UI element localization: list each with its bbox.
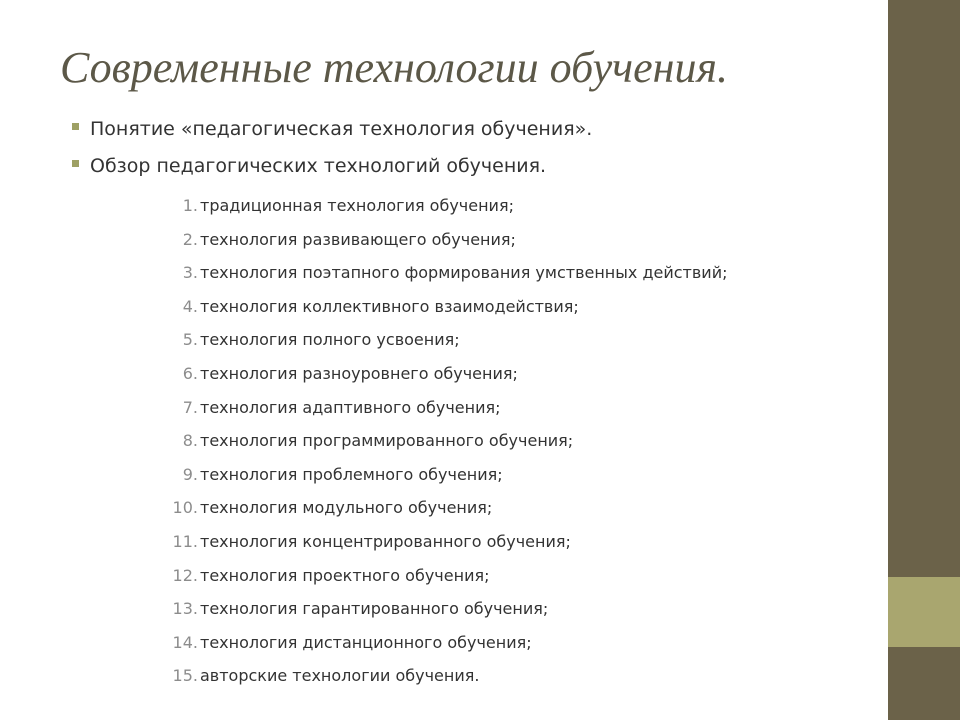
list-item-text: технология поэтапного формирования умственных действий; — [200, 263, 728, 283]
list-item-number: 5. — [182, 330, 198, 350]
list-item-number: 14. — [172, 632, 198, 652]
bullet-text: Обзор педагогических технологий обучения. — [90, 155, 547, 177]
list-item — [150, 326, 727, 360]
list-item-text: технология коллективного взаимодействия; — [200, 296, 579, 316]
list-item-text: технология разноуровнего обучения; — [200, 363, 518, 383]
list-item-number: 6. — [182, 363, 198, 383]
list-item-text: технология гарантированного обучения; — [200, 599, 549, 619]
list-item-text: технология адаптивного обучения; — [200, 397, 501, 417]
list-item-number: 8. — [182, 431, 198, 451]
list-item-text: технология концентрированного обучения; — [200, 531, 571, 551]
list-item-number: 3. — [182, 263, 198, 283]
numbered-list — [150, 192, 727, 696]
slide-title: Современные технологии обучения. — [60, 43, 728, 92]
list-item-text: технология модульного обучения; — [200, 498, 493, 518]
list-item-number: 11. — [172, 531, 198, 551]
list-item-number: 2. — [182, 229, 198, 249]
list-item — [150, 528, 727, 562]
bullet-text: Понятие «педагогическая технология обучения». — [90, 118, 593, 140]
list-item-number: 13. — [172, 599, 198, 619]
list-item-number: 7. — [182, 397, 198, 417]
list-item-number: 9. — [182, 464, 198, 484]
list-item-text: технология дистанционного обучения; — [200, 632, 532, 652]
list-item-text: технология программированного обучения; — [200, 431, 574, 451]
list-item — [150, 427, 727, 461]
list-item — [150, 360, 727, 394]
list-item — [150, 562, 727, 596]
list-item-text: традиционная технология обучения; — [200, 196, 514, 215]
list-item-number: 15. — [172, 666, 198, 686]
list-item-number: 4. — [182, 296, 198, 316]
list-item — [150, 629, 727, 663]
list-item-text: технология развивающего обучения; — [200, 229, 516, 249]
bullet-item — [70, 151, 592, 188]
list-item-number: 10. — [172, 498, 198, 518]
list-item — [150, 259, 727, 293]
list-item-text: технология проблемного обучения; — [200, 464, 503, 484]
list-item — [150, 494, 727, 528]
list-item — [150, 192, 727, 226]
list-item-number: 1. — [182, 196, 198, 215]
list-item — [150, 293, 727, 327]
list-item-text: авторские технологии обучения. — [200, 666, 480, 686]
list-item-text: технология проектного обучения; — [200, 565, 490, 585]
square-bullet-icon — [72, 123, 79, 130]
bullet-item — [70, 114, 592, 151]
bullet-list — [70, 114, 592, 188]
list-item — [150, 394, 727, 428]
sidebar-decor-top — [888, 0, 960, 577]
list-item — [150, 662, 727, 696]
list-item — [150, 595, 727, 629]
list-item-number: 12. — [172, 565, 198, 585]
list-item-text: технология полного усвоения; — [200, 330, 460, 350]
square-bullet-icon — [72, 160, 79, 167]
list-item — [150, 461, 727, 495]
sidebar-decor-accent — [888, 577, 960, 647]
sidebar-decor-bottom — [888, 647, 960, 720]
list-item — [150, 226, 727, 260]
